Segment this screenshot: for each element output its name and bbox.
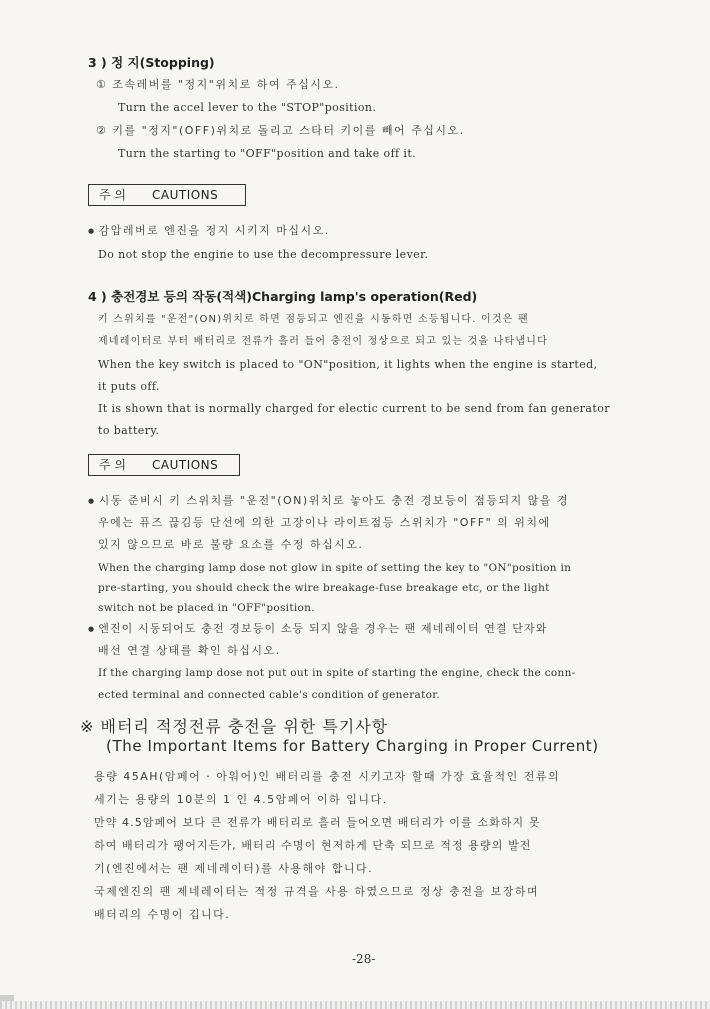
section4-ko-1: 키 스위치를 "운전"(ON)위치로 하면 점등되고 엔진을 시동하면 소등됩니다. 이것은 팬 <box>98 314 529 325</box>
section4-en-1: When the key switch is placed to "ON"position, it lights when the engine is started, <box>98 358 598 371</box>
cautions-box-2 <box>88 454 240 476</box>
scan-edge <box>0 1001 710 1009</box>
caution2-bullet1-en-1: When the charging lamp dose not glow in spite of setting the key to "ON"position in <box>98 562 572 574</box>
special-title-en: (The Important Items for Battery Charging in Proper Current) <box>106 737 599 755</box>
section3-item1-en: Turn the accel lever to the "STOP"position. <box>118 101 377 114</box>
page-number: -28- <box>352 952 376 966</box>
special-para-line-4: 하여 배터리가 팽어지든가, 배터리 수명이 현저하게 단축 되므로 적정 용량의 발전 <box>94 839 532 852</box>
section4-en-2: it puts off. <box>98 380 160 393</box>
caution2-bullet2-en-1: If the charging lamp dose not put out in spite of starting the engine, check the conn- <box>98 667 576 679</box>
section3-item2-ko: ② 키를 "정지"(OFF)위치로 돌리고 스타터 키이를 빼어 주십시오. <box>96 124 465 137</box>
scan-corner <box>0 995 14 1001</box>
caution2-bullet1-ko-3: 있지 않으므로 바로 불량 요소를 수정 하십시오. <box>98 538 364 551</box>
cautions-label-en: CAUTIONS <box>152 188 219 202</box>
special-title-ko: ※ 배터리 적정전류 충전을 위한 특기사항 <box>80 717 389 736</box>
caution2-bullet2-en-2: ected terminal and connected cable's condition of generator. <box>98 689 441 701</box>
caution2-bullet1-en-3: switch not be placed in "OFF"position. <box>98 602 315 614</box>
section3-item2-en: Turn the starting to "OFF"position and take off it. <box>118 147 417 160</box>
caution2-bullet1-ko-2: 우에는 퓨즈 끊김등 단선에 의한 고장이나 라이트점등 스위치가 "OFF" 의 위치에 <box>98 516 551 529</box>
cautions-label-en: CAUTIONS <box>152 458 219 472</box>
caution2-bullet1-ko-1: ● 시동 준비시 키 스위치를 "운전"(ON)위치로 놓아도 충전 경보등이 점등되지 않을 경 <box>88 494 569 509</box>
section4-ko-2: 제네레이터로 부터 배터리로 전류가 흘러 들어 충전이 정상으로 되고 있는 것을 나타냅니다 <box>98 336 548 347</box>
section4-en-4: to battery. <box>98 424 160 437</box>
special-para-line-2: 세기는 용량의 10분의 1 인 4.5암페어 이하 입니다. <box>94 793 388 806</box>
section4-heading: 4 ) 충전경보 등의 작동(적색)Charging lamp's operation(Red) <box>88 289 478 304</box>
special-para-line-5: 기(엔진에서는 팬 제네레이터)를 사용해야 합니다. <box>94 862 374 875</box>
section3-heading: 3 ) 정 지(Stopping) <box>88 55 215 70</box>
caution1-bullet-ko: ● 감압레버로 엔진을 정지 시키지 마십시오. <box>88 224 330 239</box>
cautions-label-ko: 주 의 <box>99 188 126 202</box>
caution2-bullet1-en-2: pre-starting, you should check the wire breakage-fuse breakage etc, or the light <box>98 582 550 594</box>
cautions-box-1 <box>88 184 246 206</box>
special-para-line-7: 배터리의 수명이 깁니다. <box>94 908 231 921</box>
special-para-line-1: 용량 45AH(암페어 · 아워어)인 배터리를 충전 시키고자 할때 가장 효율적인 전류의 <box>94 770 561 783</box>
section3-item1-ko: ① 조속레버를 "정지"위치로 하여 주십시오. <box>96 78 340 91</box>
caution2-bullet2-ko-2: 배선 연결 상태를 확인 하십시오. <box>98 644 281 657</box>
special-para-line-3: 만약 4.5암페어 보다 큰 전류가 배터리로 흘러 들어오면 배터리가 이를 소화하지 못 <box>94 816 541 829</box>
caution1-bullet-en: Do not stop the engine to use the decompressure lever. <box>98 248 429 261</box>
caution2-bullet2-ko-1: ● 엔진이 시동되어도 충전 경보등이 소등 되지 않을 경우는 팬 제네레이터 연결 단자와 <box>88 622 547 637</box>
cautions-label-ko: 주 의 <box>99 458 126 472</box>
section4-en-3: It is shown that is normally charged for electic current to be send from fan generator <box>98 402 610 415</box>
special-para-line-6: 국제엔진의 팬 제네레이터는 적정 규격을 사용 하였으므로 정상 충전을 보장하며 <box>94 885 540 898</box>
